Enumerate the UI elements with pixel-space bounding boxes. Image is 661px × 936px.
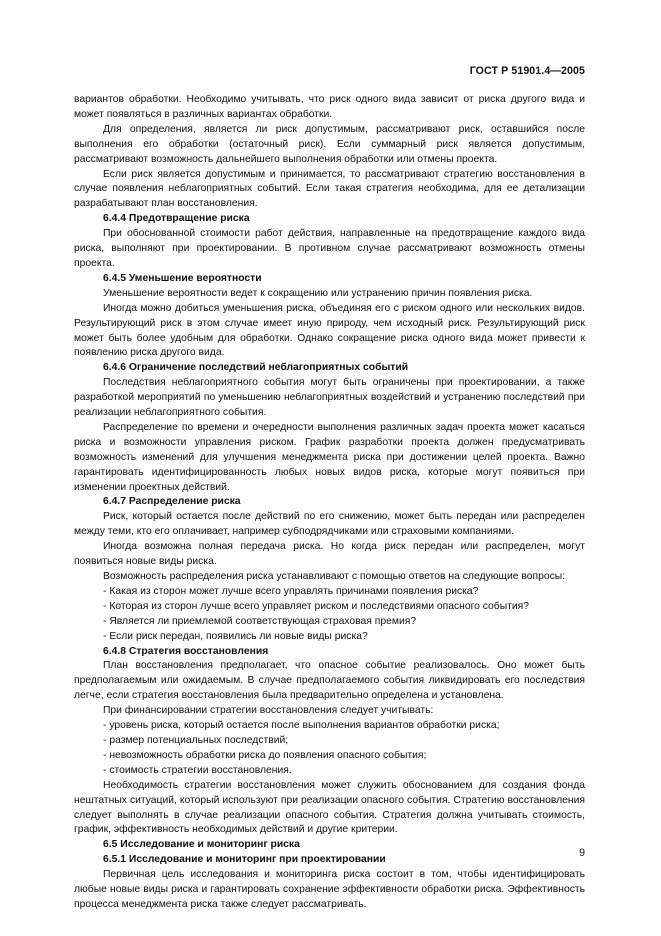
- paragraph: Иногда можно добиться уменьшения риска, объединяя его с риском одного или нескольких видов. Результирующий риск в этом случае имеет иную природу, чем исходный риск. Результирующий риск может быть более удобным для обработки. Однако сокращение риска одного вида может привести к появлению риска другого вида.: [74, 302, 585, 359]
- paragraph: - Которая из сторон лучше всего управляет риском и последствиями опасного события?: [103, 600, 530, 612]
- paragraph: Первичная цель исследования и мониторинга риска состоит в том, чтобы идентифицировать любые новые виды риска и гарантировать сохранение эффективности обработки риска. Эффективность процесса менеджмента риска также следует рассматривать.: [74, 869, 585, 910]
- paragraph: - Является ли приемлемой соответствующая страховая премия?: [103, 615, 417, 627]
- paragraph: При финансировании стратегии восстановления следует учитывать:: [103, 705, 434, 717]
- paragraph: Если риск является допустимым и принимается, то рассматривают стратегию восстановления в случае появления неблагоприятных событий. Если такая стратегия необходима, для ее детализации разрабатывают план восстановления.: [74, 168, 585, 210]
- section-heading: 6.4.6 Ограничение последствий неблагоприятных событий: [103, 362, 409, 374]
- page-number: 9: [579, 847, 585, 859]
- section-heading: 6.5 Исследование и мониторинг риска: [103, 839, 300, 851]
- section-heading: 6.4.8 Стратегия восстановления: [103, 645, 269, 657]
- paragraph: Иногда возможна полная передача риска. Но когда риск передан или распределен, могут появиться новые виды риска.: [74, 541, 585, 568]
- paragraph: - уровень риска, который остается после выполнения вариантов обработки риска;: [103, 720, 500, 732]
- section-heading: 6.4.4 Предотвращение риска: [103, 213, 250, 225]
- paragraph: Уменьшение вероятности ведет к сокращению или устранению причин появления риска.: [103, 287, 533, 299]
- paragraph: При обоснованной стоимости работ действия, направленные на предотвращение каждого вида риска, выполняют при проектировании. В противном случае рассматривают возможность отмены проекта.: [74, 228, 585, 269]
- paragraph: - невозможность обработки риска до появления опасного события;: [103, 749, 427, 761]
- paragraph: - Какая из сторон может лучше всего управлять причинами появления риска?: [103, 585, 479, 597]
- paragraph: Риск, который остается после действий по его снижению, может быть передан или распределен между теми, кто его оплачивает, например субподрядчиками или страховыми компаниями.: [74, 511, 585, 538]
- section-heading: 6.4.7 Распределение риска: [103, 496, 241, 508]
- section-heading: 6.5.1 Исследование и мониторинг при проектировании: [103, 854, 386, 866]
- document-standard-id: ГОСТ Р 51901.4—2005: [469, 65, 585, 77]
- paragraph: Необходимость стратегии восстановления может служить обоснованием для создания фонда нештатных ситуаций, который используют при реализации опасного события. Стратегию восстановления следует выполнять в случае реализации опасного события. Стратегия должна учитывать стоимость, график, эффективность необходимых действий и другие критерии.: [74, 779, 585, 836]
- paragraph: - размер потенциальных последствий;: [103, 734, 289, 746]
- paragraph: - Если риск передан, появились ли новые виды риска?: [103, 630, 368, 642]
- paragraph: План восстановления предполагает, что опасное событие реализовалось. Оно может быть предполагаемым или ожидаемым. В случае предполагаемого события ликвидировать его последствия легче, если стратегия восстановления была предварительно определена и установлена.: [74, 660, 585, 702]
- section-heading: 6.4.5 Уменьшение вероятности: [103, 272, 262, 284]
- paragraph: - стоимость стратегии восстановления.: [103, 764, 292, 776]
- paragraph: Последствия неблагоприятного события могут быть ограничены при проектировании, а также разработкой мероприятий по уменьшению неблагоприятных воздействий и устранению последствий при реализации неблагоприятного события.: [74, 377, 585, 419]
- paragraph: вариантов обработки. Необходимо учитывать, что риск одного вида зависит от риска другого вида и может появляться в различных вариантах обработки.: [74, 94, 585, 120]
- paragraph: Для определения, является ли риск допустимым, рассматривают риск, оставшийся после выполнения его обработки (остаточный риск). Если суммарный риск является допустимым, рассматривают возможность дальнейшего выполнения обработки или отмены проекта.: [74, 123, 585, 165]
- paragraph: Распределение по времени и очередности выполнения различных задач проекта может касаться риска и возможности управления риском. График разработки проекта должен предусматривать возможность изменений для улучшения менеджмента риска при достижении целей проекта. Важно гарантировать идентифицированность любых новых видов риска, которые могут появиться при изменении проектных действий.: [74, 421, 585, 493]
- paragraph: Возможность распределения риска устанавливают с помощью ответов на следующие вопросы:: [103, 571, 566, 582]
- document-body: [74, 93, 585, 913]
